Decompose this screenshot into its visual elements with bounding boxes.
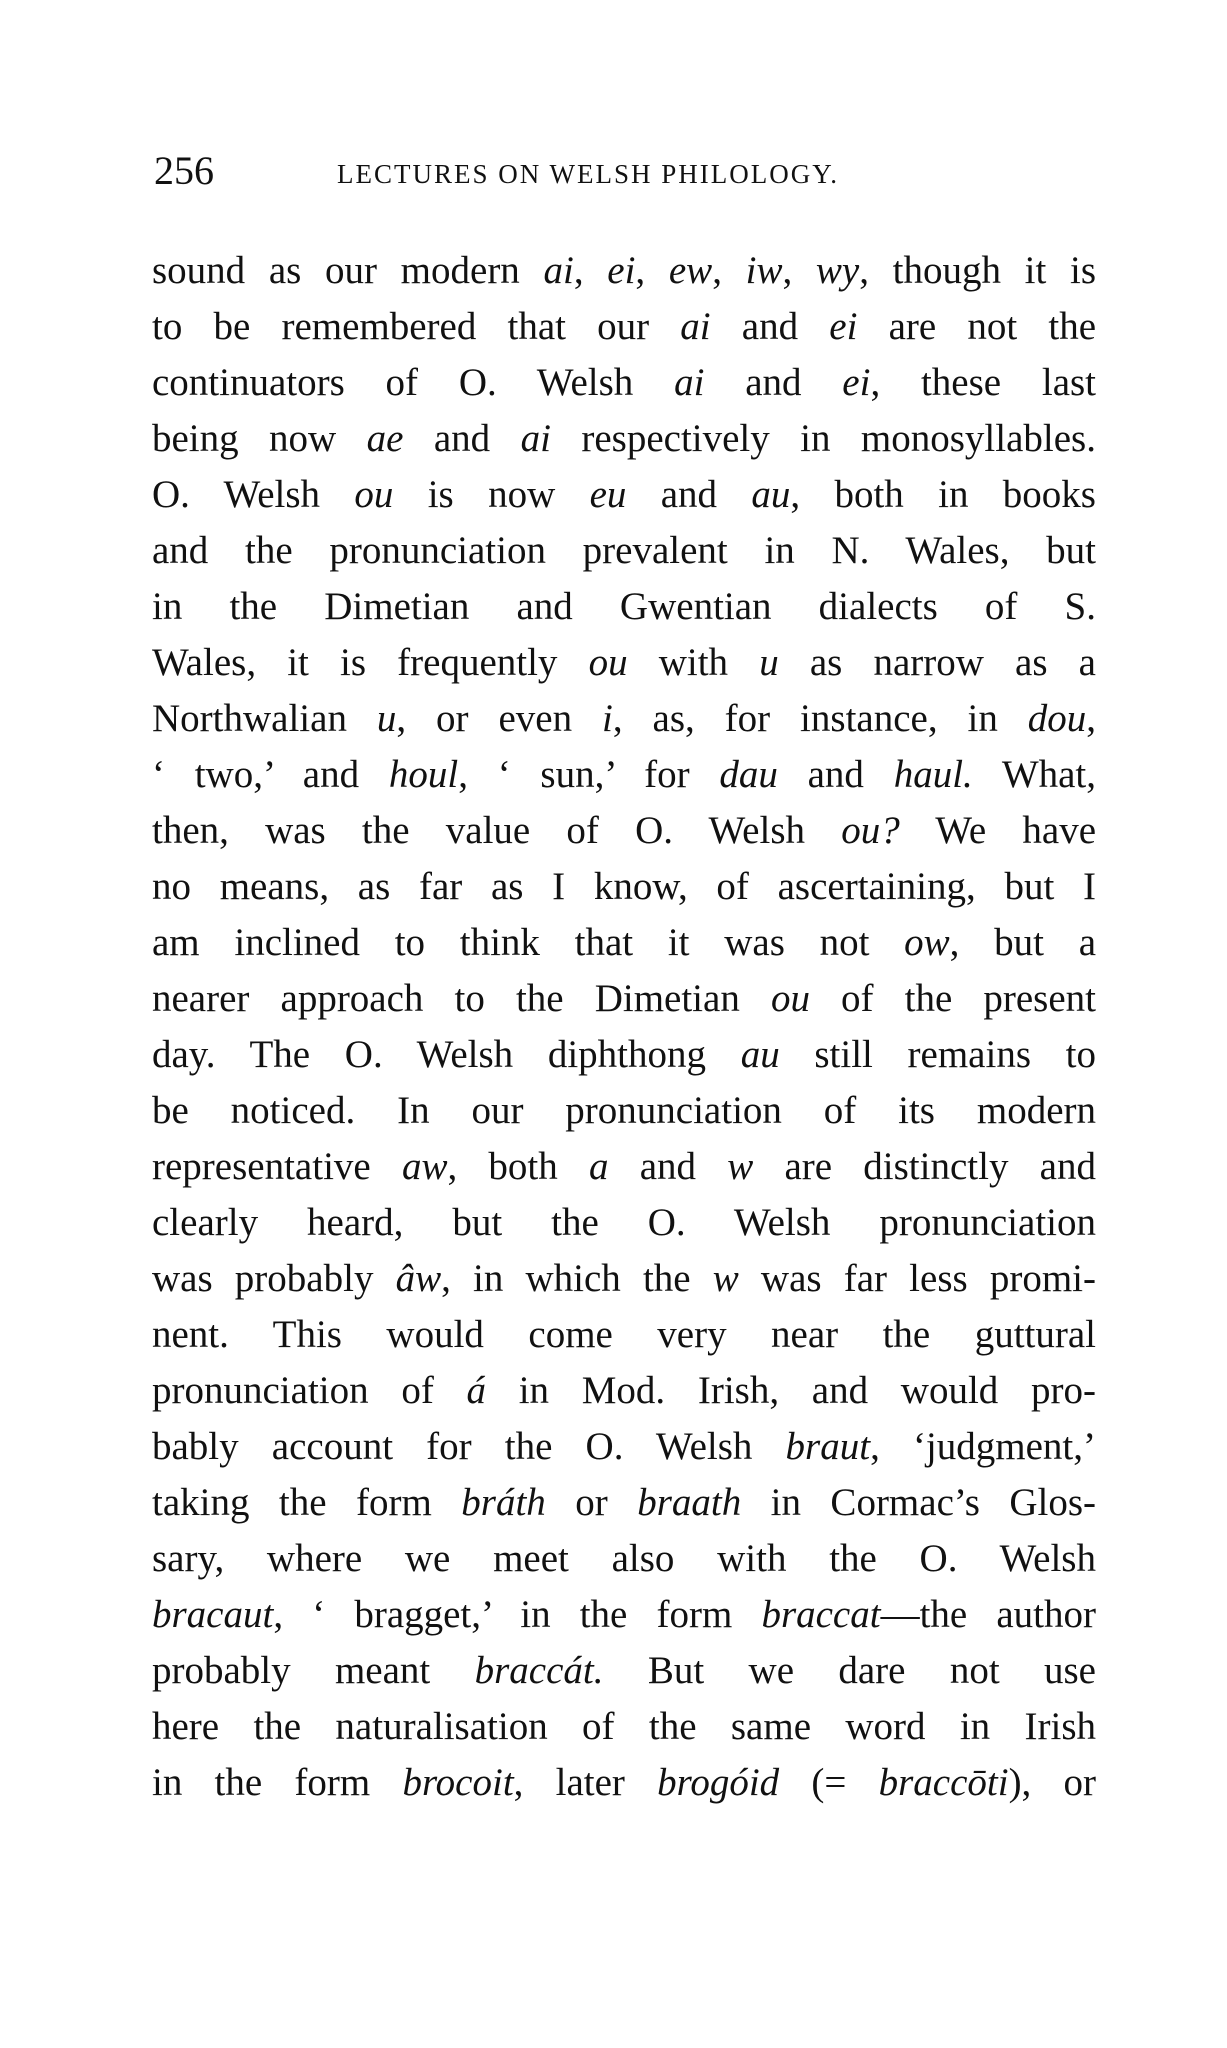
italic-term: braccōti	[878, 1761, 1009, 1804]
text-run: are distinctly and	[753, 1145, 1096, 1188]
text-run: in Cormac’s Glos-	[741, 1481, 1097, 1524]
text-run: sound as our modern	[152, 249, 544, 292]
text-run: , later	[513, 1761, 658, 1804]
italic-term: ei	[607, 249, 636, 292]
italic-term: haul.	[893, 753, 973, 796]
text-run: in the Dimetian and Gwentian dialects of S.	[152, 585, 1096, 628]
text-run: , or even	[396, 697, 602, 740]
text-run: and the pronunciation prevalent in N. Wales, but	[152, 529, 1096, 572]
text-run: then, was the value of O. Welsh	[152, 809, 842, 852]
text-run: What,	[972, 753, 1097, 796]
italic-term: ou?	[841, 809, 900, 852]
text-line	[152, 1755, 1096, 1811]
text-run: respectively in monosyllables.	[550, 417, 1096, 460]
text-run: , both in books	[790, 473, 1096, 516]
italic-term: aw	[401, 1145, 448, 1188]
text-run: nent. This would come very near the guttural	[152, 1313, 1096, 1356]
text-run: and	[608, 1145, 728, 1188]
text-run: , ‘judgment,’	[870, 1425, 1096, 1468]
text-run: and	[710, 305, 830, 348]
italic-term: u	[759, 641, 779, 684]
text-line	[152, 523, 1096, 579]
italic-term: iw	[745, 249, 783, 292]
text-run: and	[626, 473, 752, 516]
text-line	[152, 971, 1096, 1027]
italic-term: braccát.	[474, 1649, 604, 1692]
text-run: O. Welsh	[152, 473, 355, 516]
text-line	[152, 243, 1096, 299]
text-line	[152, 1027, 1096, 1083]
italic-term: w	[727, 1145, 754, 1188]
text-run: still remains to	[779, 1033, 1096, 1076]
text-run: ,	[712, 249, 746, 292]
italic-term: âw	[395, 1257, 442, 1300]
italic-term: ai	[674, 361, 705, 404]
text-run: ‘ two,’ and	[152, 753, 389, 796]
text-run: bably account for the O. Welsh	[152, 1425, 786, 1468]
text-run: with	[627, 641, 760, 684]
text-run: probably meant	[152, 1649, 475, 1692]
text-line	[152, 1587, 1096, 1643]
text-line	[152, 635, 1096, 691]
text-line	[152, 1139, 1096, 1195]
body-text	[152, 243, 1096, 1811]
text-run: (=	[779, 1761, 879, 1804]
italic-term: ew	[668, 249, 713, 292]
text-run: ,	[573, 249, 608, 292]
italic-term: a	[588, 1145, 609, 1188]
italic-term: braccat	[761, 1593, 881, 1636]
italic-term: w	[712, 1257, 739, 1300]
italic-term: ow	[904, 921, 950, 964]
italic-term: eu	[589, 473, 627, 516]
text-line	[152, 299, 1096, 355]
text-line	[152, 1531, 1096, 1587]
italic-term: ae	[366, 417, 404, 460]
text-run: representative	[152, 1145, 402, 1188]
italic-term: wy	[815, 249, 860, 292]
italic-term: ai	[520, 417, 551, 460]
text-run: clearly heard, but the O. Welsh pronunciation	[152, 1201, 1096, 1244]
text-line	[152, 467, 1096, 523]
italic-term: brogóid	[657, 1761, 780, 1804]
text-run: pronunciation of	[152, 1369, 467, 1412]
text-run: of the present	[809, 977, 1096, 1020]
text-line	[152, 691, 1096, 747]
italic-term: á	[466, 1369, 486, 1412]
text-run: being now	[152, 417, 367, 460]
text-run: or	[545, 1481, 638, 1524]
italic-term: au	[740, 1033, 780, 1076]
text-line	[152, 411, 1096, 467]
italic-term: au	[751, 473, 791, 516]
text-run: is now	[393, 473, 590, 516]
text-run: and	[777, 753, 894, 796]
text-run: , though it is	[859, 249, 1097, 292]
text-run: to be remembered that our	[152, 305, 681, 348]
italic-term: ei	[829, 305, 858, 348]
text-run: no means, as far as I know, of ascertaining, but I	[152, 865, 1096, 908]
text-run: ,	[782, 249, 816, 292]
text-run: ,	[1086, 697, 1097, 740]
text-run: , in which the	[441, 1257, 713, 1300]
italic-term: ou	[770, 977, 810, 1020]
text-line	[152, 1419, 1096, 1475]
page-header	[154, 146, 1096, 196]
text-line	[152, 1307, 1096, 1363]
text-run: —the author	[880, 1593, 1096, 1636]
text-run: day. The O. Welsh diphthong	[152, 1033, 741, 1076]
text-run: , but a	[949, 921, 1096, 964]
text-run: in the form	[152, 1761, 403, 1804]
page-number: 256	[154, 148, 214, 193]
text-run: , ‘ bragget,’ in the form	[273, 1593, 762, 1636]
text-run: continuators of O. Welsh	[152, 361, 675, 404]
text-run: ), or	[1008, 1761, 1096, 1804]
italic-term: ei	[842, 361, 871, 404]
text-run: ,	[635, 249, 669, 292]
text-run: and	[403, 417, 521, 460]
text-line	[152, 747, 1096, 803]
text-run: , ‘ sun,’ for	[458, 753, 720, 796]
text-run: was probably	[152, 1257, 396, 1300]
text-run: am inclined to think that it was not	[152, 921, 905, 964]
italic-term: bracaut	[152, 1593, 274, 1636]
italic-term: bráth	[461, 1481, 546, 1524]
italic-term: dou	[1027, 697, 1087, 740]
text-line	[152, 1699, 1096, 1755]
text-run: was far less promi-	[738, 1257, 1096, 1300]
italic-term: ou	[588, 641, 628, 684]
italic-term: ai	[680, 305, 711, 348]
italic-term: ou	[354, 473, 394, 516]
text-line	[152, 859, 1096, 915]
text-line	[152, 355, 1096, 411]
text-line	[152, 579, 1096, 635]
italic-term: braath	[637, 1481, 742, 1524]
text-run: But we dare not use	[603, 1649, 1096, 1692]
italic-term: i	[602, 697, 613, 740]
text-run: , these last	[870, 361, 1097, 404]
italic-term: braut	[785, 1425, 871, 1468]
text-line	[152, 1195, 1096, 1251]
text-run: be noticed. In our pronunciation of its modern	[152, 1089, 1096, 1132]
text-run: , both	[447, 1145, 589, 1188]
text-run: in Mod. Irish, and would pro-	[486, 1369, 1096, 1412]
text-run: Northwalian	[152, 697, 377, 740]
text-run: are not the	[857, 305, 1097, 348]
text-run: sary, where we meet also with the O. Welsh	[152, 1537, 1096, 1580]
italic-term: brocoit	[402, 1761, 514, 1804]
text-line	[152, 915, 1096, 971]
italic-term: u	[376, 697, 397, 740]
text-line	[152, 1643, 1096, 1699]
text-run: taking the form	[152, 1481, 462, 1524]
italic-term: houl	[388, 753, 459, 796]
italic-term: dau	[719, 753, 778, 796]
text-line	[152, 1475, 1096, 1531]
running-head: LECTURES ON WELSH PHILOLOGY.	[337, 159, 840, 189]
text-line	[152, 1363, 1096, 1419]
text-run: nearer approach to the Dimetian	[152, 977, 771, 1020]
text-run: We have	[899, 809, 1096, 852]
text-run: Wales, it is frequently	[152, 641, 589, 684]
text-run: as narrow as a	[778, 641, 1096, 684]
text-run: and	[704, 361, 843, 404]
text-run: , as, for instance, in	[612, 697, 1028, 740]
text-line	[152, 1251, 1096, 1307]
text-line	[152, 803, 1096, 859]
text-run: here the naturalisation of the same word in Irish	[152, 1705, 1096, 1748]
text-line	[152, 1083, 1096, 1139]
italic-term: ai	[543, 249, 574, 292]
